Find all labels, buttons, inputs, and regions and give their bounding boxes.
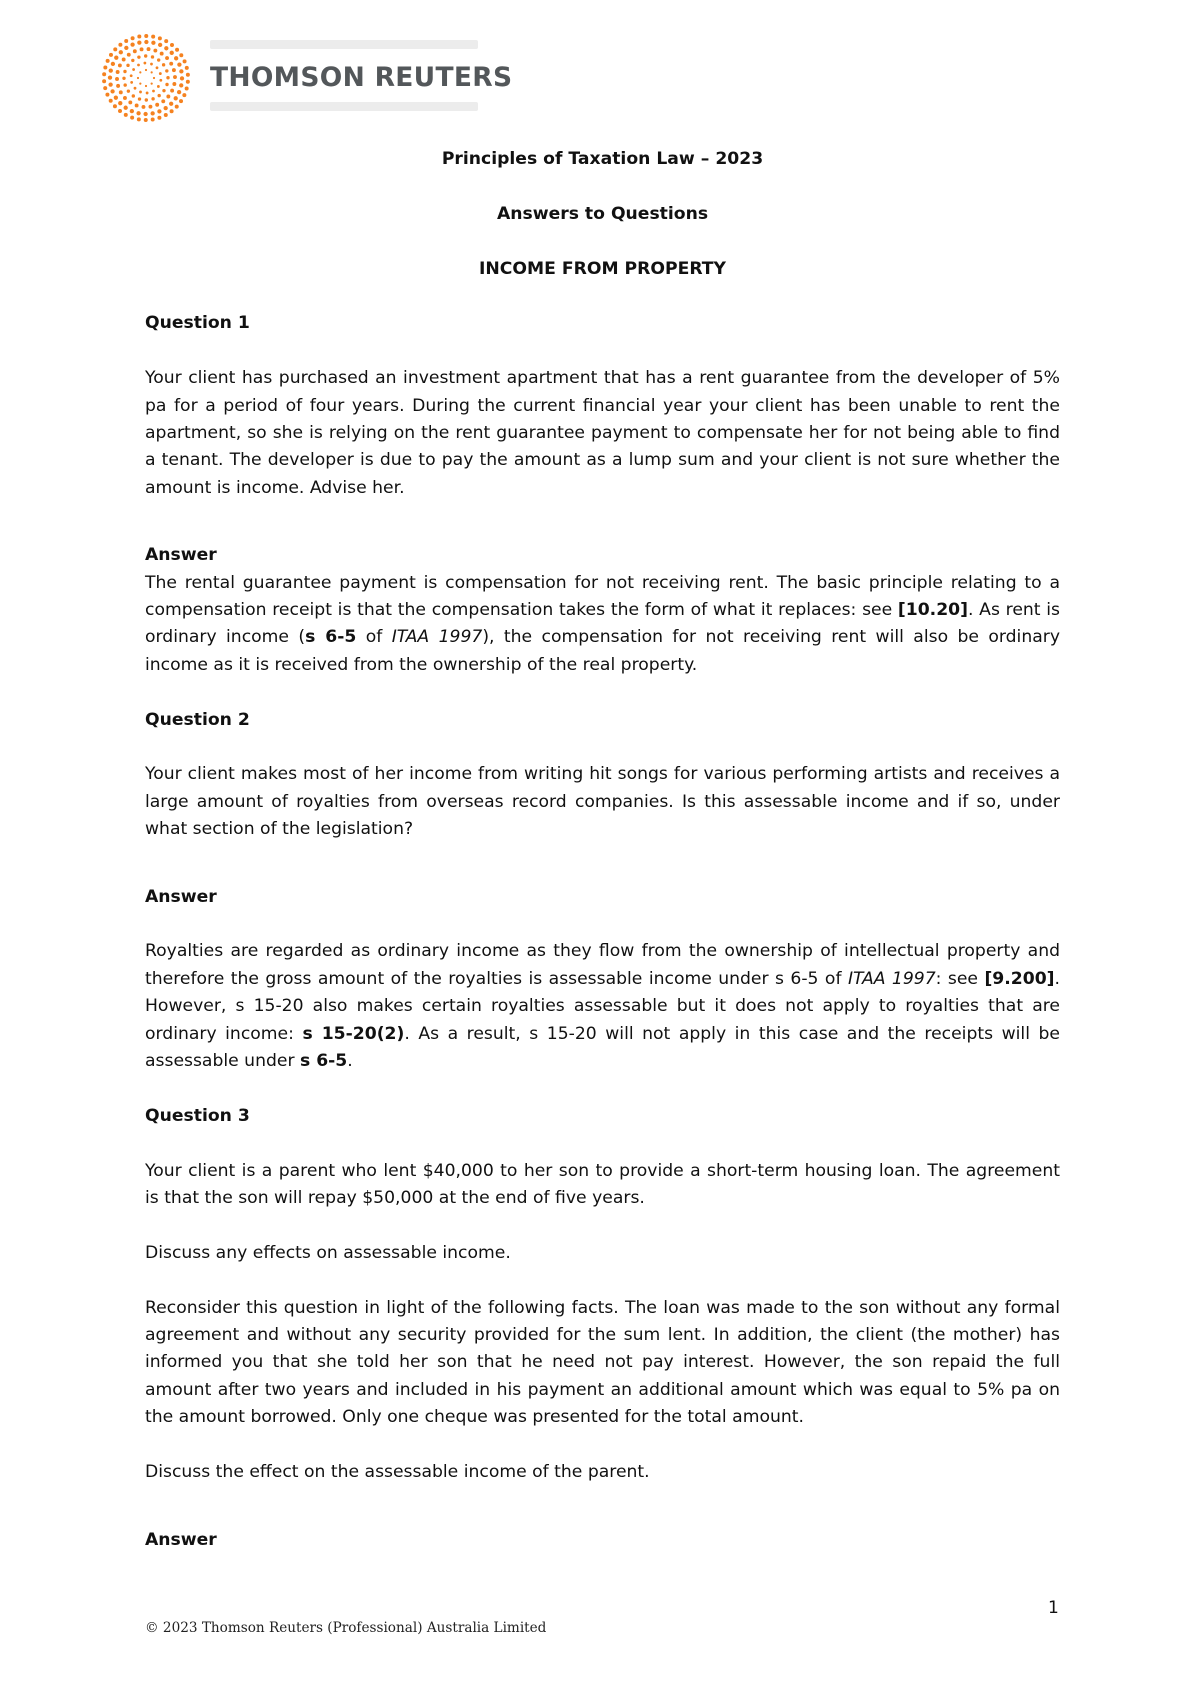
logo-dot — [182, 93, 186, 97]
logo-dot — [172, 68, 176, 72]
logo-dot — [169, 102, 173, 106]
logo-dot — [150, 63, 153, 66]
logo-dot — [118, 109, 122, 113]
logo-dot — [139, 91, 142, 94]
logo-dot — [140, 47, 144, 51]
logo-dot — [174, 56, 178, 60]
logo-dot — [164, 113, 168, 117]
act-reference: ITAA 1997 — [391, 627, 483, 648]
logo-dot — [124, 46, 128, 50]
logo-dot — [131, 59, 134, 62]
logo-dot — [102, 79, 106, 83]
logo-dot — [113, 47, 117, 51]
logo-dot — [158, 36, 162, 40]
logo-faint-band-bottom — [210, 102, 478, 111]
logo-dot — [143, 112, 147, 116]
logo-dot — [135, 103, 139, 107]
logo-dot — [153, 77, 155, 79]
question-1-heading: Question 1 — [145, 313, 250, 334]
logo-dot — [116, 84, 120, 88]
logo-dot — [185, 87, 189, 91]
logo-dot — [172, 82, 176, 86]
logo-dot — [177, 90, 181, 94]
logo-dot — [105, 93, 109, 97]
logo-dot — [137, 35, 141, 39]
logo-dot — [109, 68, 113, 72]
logo-dot — [142, 105, 146, 109]
logo-dot — [186, 80, 190, 84]
logo-dot — [137, 55, 140, 58]
logo-dot — [130, 42, 134, 46]
logo-dot — [130, 116, 134, 120]
logo-dot — [137, 40, 141, 44]
logo-dot — [174, 96, 178, 100]
question-1-answer: The rental guarantee payment is compensation for not receiving rent. The basic principle relating to a compensation receipt is that the compensation takes the form of what it replaces: see [10.20]. As rent is ordinary income (s 6-5 of ITAA 1997), the compensation for not receiving rent will also be ordinary income as it is received from the ownership of the real property. — [145, 572, 1060, 675]
logo-dot — [113, 104, 117, 108]
logo-dot — [151, 71, 153, 73]
logo-dot — [110, 89, 114, 93]
logo-dot — [152, 90, 155, 93]
logo-dot — [157, 116, 161, 120]
logo-dot — [132, 68, 135, 71]
logo-dot — [161, 99, 165, 103]
logo-dot — [118, 43, 122, 47]
logo-dot — [108, 82, 112, 86]
logo-dot — [150, 111, 154, 115]
logo-wordmark: THOMSON REUTERS — [210, 62, 513, 93]
logo-dot — [118, 101, 122, 105]
logo-dot — [170, 43, 174, 47]
question-2-answer: Royalties are regarded as ordinary income as they flow from the ownership of intellectual property and therefore the gross amount of the royalties is assessable income under s 6-5 of ITAA 1997: see [9.200]. However, s 15-20 also makes certain royalties assessable but it does not apply to royalties that are ordinary income: s 15-20(2). As a result, s 15-20 will not apply in this case and the receipts will be assessable under s 6-5. — [145, 941, 1060, 1072]
thomson-reuters-logo — [100, 30, 513, 122]
logo-dot — [151, 35, 155, 39]
logo-dot — [103, 86, 107, 90]
logo-dot — [138, 97, 141, 100]
logo-dot — [103, 65, 107, 69]
logo-dot — [179, 53, 183, 57]
logo-dot — [139, 83, 141, 85]
logo-dot — [145, 85, 147, 87]
document-subtitle: Answers to Questions — [496, 203, 709, 224]
logo-dot — [123, 96, 127, 100]
logo-dot — [160, 52, 164, 56]
logo-dot — [153, 49, 157, 53]
logo-dot — [133, 49, 137, 53]
logo-dot — [124, 39, 128, 43]
logo-dot — [130, 74, 133, 77]
logo-dot — [151, 83, 153, 85]
paragraph-reference: [10.20] — [897, 600, 968, 621]
logo-dot — [157, 58, 160, 61]
logo-dot — [127, 53, 131, 57]
logo-dot — [169, 62, 173, 66]
logo-dot — [177, 62, 181, 66]
logo-dot — [175, 48, 179, 52]
logo-dot — [114, 56, 118, 60]
logo-dot — [123, 70, 126, 73]
logo-dot — [164, 106, 168, 110]
question-3-text-2: Discuss any effects on assessable income. — [145, 1242, 511, 1263]
section-heading: INCOME FROM PROPERTY — [479, 258, 726, 279]
paragraph-reference: [9.200] — [984, 968, 1055, 989]
logo-dot — [149, 105, 153, 109]
logo-faint-band-top — [210, 40, 478, 49]
logo-dot — [165, 69, 168, 72]
logo-dot — [146, 92, 149, 95]
logo-dot — [173, 75, 177, 79]
logo-dot — [139, 71, 141, 73]
logo-dot — [118, 63, 122, 67]
logo-dot — [108, 75, 112, 79]
logo-dot — [130, 81, 133, 84]
logo-dot — [130, 109, 134, 113]
logo-dot — [122, 77, 125, 80]
logo-dot — [144, 40, 148, 44]
logo-dot — [155, 103, 159, 107]
question-3-text-1: Your client is a parent who lent $40,000 to her son to provide a short-term housing loan. The agreement is that the son will repay $50,000 at the end of five years. — [145, 1160, 1060, 1209]
logo-dot — [157, 85, 160, 88]
logo-dot — [137, 64, 140, 67]
logo-dot — [126, 64, 129, 67]
logo-dot — [179, 83, 183, 87]
logo-dot — [114, 96, 118, 100]
page-number: 1 — [1048, 1598, 1059, 1618]
logo-dot — [180, 76, 184, 80]
logo-dot — [119, 90, 123, 94]
question-3-answer-heading: Answer — [145, 1529, 217, 1550]
logo-dot — [166, 95, 170, 99]
logo-dot — [170, 89, 174, 93]
logo-dot — [145, 69, 147, 71]
logo-dot — [159, 72, 162, 75]
section-reference: s 6-5 — [305, 627, 357, 648]
question-2-text: Your client makes most of her income from writing hit songs for various performing artists and receives a large amount of royalties from overseas record companies. Is this assessable income and if so, under what section of the legislation? — [145, 764, 1060, 840]
question-3-text-3: Reconsider this question in light of the following facts. The loan was made to the son without any formal agreement and without any security provided for the sum lent. In addition, the client (the mother) has informed you that she told her son that he need not pay interest. However, the son repaid the full amount after two years and included in his payment an additional amount which was equal to 5% pa on the amount borrowed. Only one cheque was presented for the total amount. — [145, 1297, 1060, 1428]
question-3-text-4: Discuss the effect on the assessable income of the parent. — [145, 1462, 650, 1483]
logo-dot — [151, 97, 154, 100]
logo-dot — [164, 46, 168, 50]
logo-dot — [136, 111, 140, 115]
logo-dot — [137, 77, 139, 79]
logo-dot — [128, 100, 132, 104]
logo-dot — [158, 43, 162, 47]
logo-dot — [131, 36, 135, 40]
logo-dot — [115, 77, 119, 81]
logo-dot — [124, 113, 128, 117]
logo-dot — [144, 34, 148, 38]
logo-dot — [164, 39, 168, 43]
copyright-footer: © 2023 Thomson Reuters (Professional) Australia Limited — [145, 1620, 547, 1636]
logo-dot — [109, 99, 113, 103]
document-title: Principles of Taxation Law – 2023 — [441, 149, 764, 169]
logo-dot — [157, 94, 160, 97]
question-2-heading: Question 2 — [145, 709, 250, 730]
logo-dot — [143, 62, 146, 65]
logo-dot — [144, 118, 148, 122]
logo-dot — [116, 70, 120, 74]
logo-dot — [119, 50, 123, 54]
logo-dot — [170, 51, 174, 55]
logo-dot — [165, 83, 168, 86]
logo-dot — [147, 47, 151, 51]
logo-dot — [111, 62, 115, 66]
logo-dot — [175, 105, 179, 109]
question-3-heading: Question 3 — [145, 1105, 250, 1126]
logo-dot — [157, 109, 161, 113]
logo-dot — [179, 99, 183, 103]
question-1-text: Your client has purchased an investment apartment that has a rent guarantee from the developer of 5% pa for a period of four years. During the current financial year your client has been unable to rent the apartment, so she is relying on the rent guarantee payment to compensate her for not being able to find a tenant. The developer is due to pay the amount as a lump sum and your client is not sure whether the amount is income. Advise her. — [145, 368, 1060, 498]
logo-dot — [166, 76, 169, 79]
logo-dot — [151, 55, 154, 58]
logo-dot — [134, 87, 137, 90]
logo-dot — [162, 63, 165, 66]
logo-dot — [144, 54, 147, 57]
logo-dot — [122, 58, 126, 62]
act-reference: ITAA 1997 — [847, 968, 936, 989]
section-reference: s 15-20(2) — [302, 1023, 405, 1044]
logo-dot — [106, 59, 110, 63]
logo-dot — [159, 79, 162, 82]
logo-dot — [186, 73, 190, 77]
logo-dot — [183, 59, 187, 63]
logo-dot — [127, 89, 130, 92]
logo-dot — [102, 72, 106, 76]
document-body — [145, 146, 1060, 1581]
thomson-reuters-dot-logo-icon — [100, 32, 192, 124]
logo-dot — [123, 83, 126, 86]
question-1-answer-heading: Answer — [145, 545, 217, 566]
logo-dot — [151, 117, 155, 121]
question-2-answer-heading: Answer — [145, 886, 217, 907]
logo-dot — [132, 94, 135, 97]
logo-dot — [151, 41, 155, 45]
logo-dot — [170, 109, 174, 113]
logo-dot — [109, 53, 113, 57]
logo-dot — [165, 56, 169, 60]
logo-dot — [145, 98, 148, 101]
logo-dot — [156, 66, 159, 69]
logo-dot — [179, 69, 183, 73]
logo-dot — [124, 106, 128, 110]
logo-dot — [137, 117, 141, 121]
section-reference: s 6-5 — [299, 1051, 348, 1072]
logo-dot — [185, 66, 189, 70]
logo-dot — [162, 89, 165, 92]
